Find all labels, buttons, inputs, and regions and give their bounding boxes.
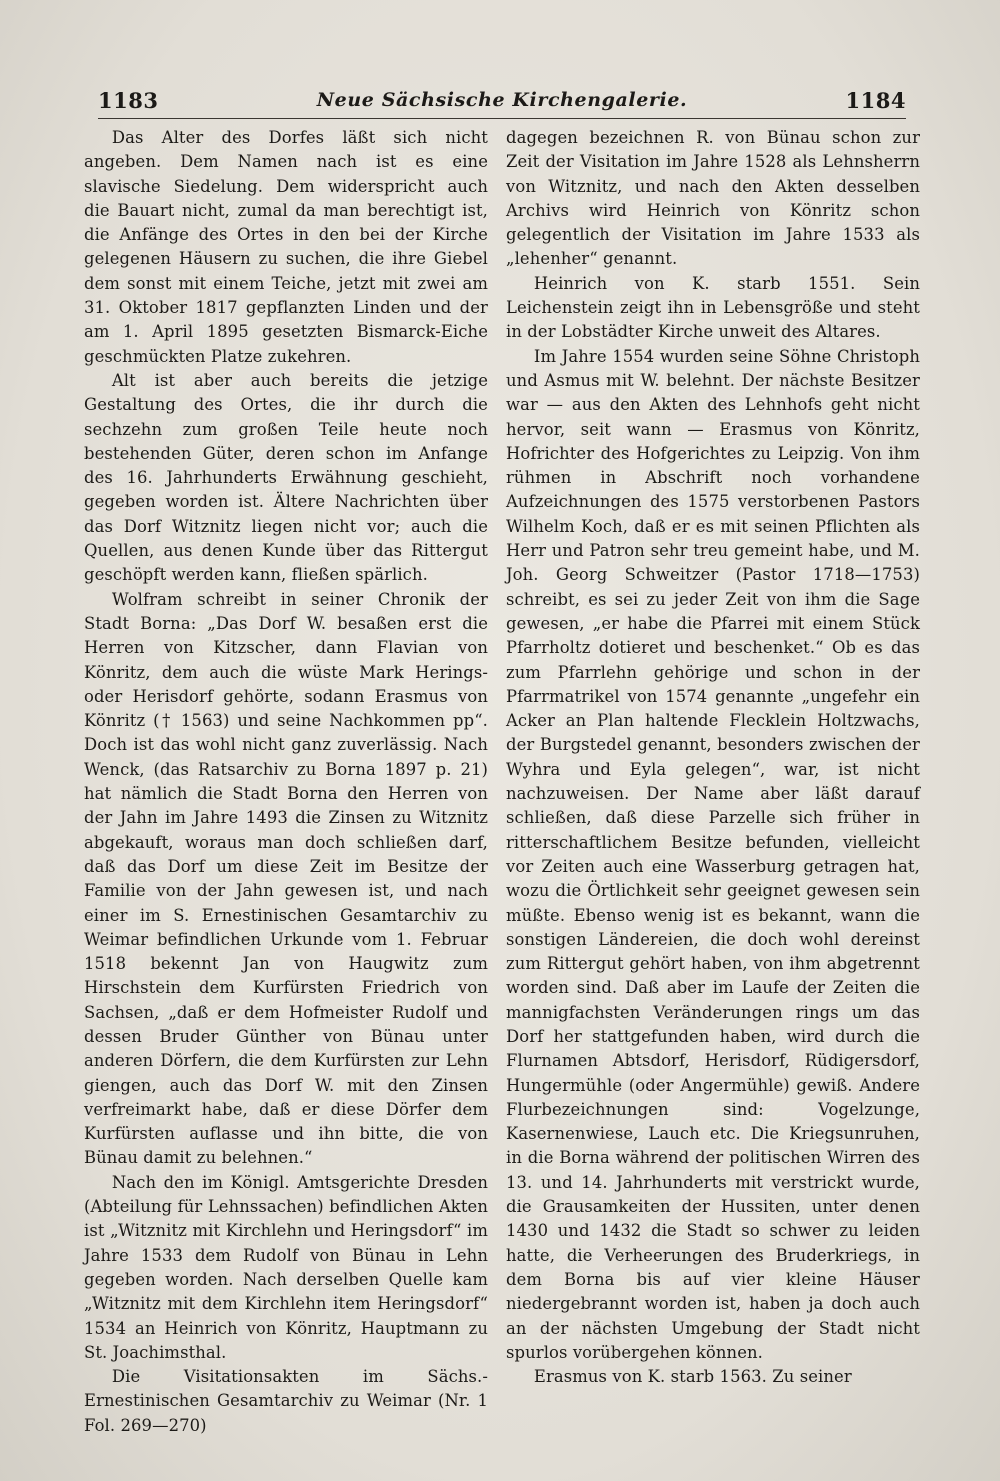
page-number-left: 1183 bbox=[98, 88, 159, 113]
page-header bbox=[98, 88, 906, 122]
page-number-right: 1184 bbox=[845, 88, 906, 113]
paragraph: Heinrich von K. starb 1551. Sein Leichenstein zeigt ihn in Lebensgröße und steht in der Lobstädter Kirche unweit des Altares. bbox=[506, 273, 920, 342]
paragraph: Die Visitationsakten im Sächs.-Ernestinischen Gesamtarchiv zu Weimar (Nr. 1 Fol. 269—270) bbox=[84, 1367, 488, 1435]
right-column bbox=[506, 126, 920, 1389]
paragraph: Das Alter des Dorfes läßt sich nicht angeben. Dem Namen nach ist es eine slavische Siedelung. Dem widerspricht auch die Bauart nicht, zumal da man berechtigt ist, die Anfänge des Ortes in den bei der Kirche gelegenen Häusern zu suchen, die ihre Giebel dem sonst mit einem Teiche, jetzt mit zwei am 31. Oktober 1817 gepflanzten Linden und der am 1. April 1895 gesetzten Bismarck-Eiche geschmückten Platze zukehren. bbox=[84, 128, 488, 366]
paragraph: Im Jahre 1554 wurden seine Söhne Christoph und Asmus mit W. belehnt. Der nächste Besitzer war — aus den Akten des Lehnhofs geht nicht hervor, seit wann — Erasmus von Könritz, Hofrichter des Hofgerichtes zu Leipzig. Von ihm rühmen in Abschrift noch vorhandene Aufzeichnungen des 1575 verstorbenen Pastors Wilhelm Koch, daß er es mit seinen Pflichten als Herr und Patron sehr treu gemeint habe, und M. Joh. Georg Schweitzer (Pastor 1718—1753) schreibt, es sei zu jeder Zeit von ihm die Sage gewesen, „er habe die Pfarrei mit einem Stück Pfarrholtz dotieret und beschenket.“ Ob es das zum Pfarrlehn gehörige und schon in der Pfarrmatrikel von 1574 genannte „ungefehr ein Acker an Plan haltende Flecklein Holtzwachs, der Burgstedel genannt, besonders zwischen der Wyhra und Eyla gelegen“, war, ist nicht nachzuweisen. Der Name aber läßt darauf schließen, daß diese Parzelle sich früher in ritterschaftlichem Besitze befunden, vielleicht vor Zeiten auch eine Wasserburg getragen hat, wozu die Örtlichkeit sehr geeignet gewesen sein müßte. Ebenso wenig ist es bekannt, wann die sonstigen Ländereien, die doch wohl dereinst zum Rittergut gehört haben, von ihm abgetrennt worden sind. Daß aber im Laufe der Zeiten die mannigfachsten Veränderungen rings um das Dorf her stattgefunden haben, wird durch die Flurnamen Abtsdorf, Herisdorf, Rüdigersdorf, Hungermühle (oder Angermühle) gewiß. Andere Flurbezeichnungen sind: Vogelzunge, Kasernenwiese, Lauch etc. Die Kriegsunruhen, in die Borna während der politischen Wirren des 13. und 14. Jahrhunderts mit verstrickt wurde, die Grausamkeiten der Hussiten, unter denen 1430 und 1432 die Stadt so schwer zu leiden hatte, die Verheerungen des Bruderkriegs, in dem Borna bis auf vier kleine Häuser niedergebrannt worden ist, haben ja doch auch an der nächsten Umgebung der Stadt nicht spurlos vorübergehen können. bbox=[506, 346, 920, 1362]
paragraph: Alt ist aber auch bereits die jetzige Gestaltung des Ortes, die ihr durch die sechzehn zum großen Teile heute noch bestehenden Güter, deren schon im Anfange des 16. Jahrhunderts Erwähnung geschieht, gegeben worden ist. Ältere Nachrichten über das Dorf Witznitz liegen nicht vor; auch die Quellen, aus denen Kunde über das Rittergut geschöpft werden kann, fließen spärlich. bbox=[84, 370, 488, 585]
left-column bbox=[84, 126, 488, 1438]
header-rule bbox=[98, 118, 906, 119]
paragraph: Erasmus von K. starb 1563. Zu seiner bbox=[533, 1367, 852, 1387]
paragraph: Wolfram schreibt in seiner Chronik der Stadt Borna: „Das Dorf W. besaßen erst die Herren von Kitzscher, dann Flavian von Könritz, dem auch die wüste Mark Herings- oder Herisdorf gehörte, sodann Erasmus von Könritz († 1563) und seine Nachkommen pp“. Doch ist das wohl nicht ganz zuverlässig. Nach Wenck, (das Ratsarchiv zu Borna 1897 p. 21) hat nämlich die Stadt Borna den Herren von der Jahn im Jahre 1493 die Zinsen zu Witznitz abgekauft, woraus man doch schließen darf, daß das Dorf um diese Zeit im Besitze der Familie von der Jahn gewesen ist, und nach einer im S. Ernestinischen Gesamtarchiv zu Weimar befindlichen Urkunde vom 1. Februar 1518 bekennt Jan von Haugwitz zum Hirschstein dem Kurfürsten Friedrich von Sachsen, „daß er dem Hofmeister Rudolf und dessen Bruder Günther von Bünau unter anderen Dörfern, die dem Kurfürsten zur Lehn giengen, auch das Dorf W. mit den Zinsen verfreimarkt habe, daß er diese Dörfer dem Kurfürsten auflasse und ihn bitte, die von Bünau damit zu belehnen.“ bbox=[84, 589, 488, 1168]
paragraph: Nach den im Königl. Amtsgerichte Dresden (Abteilung für Lehnssachen) befindlichen Akten ist „Witznitz mit Kirchlehn und Heringsdorf“ im Jahre 1533 dem Rudolf von Bünau in Lehn gegeben worden. Nach derselben Quelle kam „Witznitz mit dem Kirchlehn item Heringsdorf“ 1534 an Heinrich von Könritz, Hauptmann zu St. Joachimsthal. bbox=[84, 1172, 488, 1362]
running-title: Neue Sächsische Kirchengalerie. bbox=[316, 89, 688, 111]
paragraph-continued: dagegen bezeichnen R. von Bünau schon zur Zeit der Visitation im Jahre 1528 als Lehnsherrn von Witznitz, und nach den Akten desselben Archivs wird Heinrich von Könritz schon gelegentlich der Visitation im Jahre 1533 als „lehenher“ genannt. bbox=[506, 128, 920, 269]
